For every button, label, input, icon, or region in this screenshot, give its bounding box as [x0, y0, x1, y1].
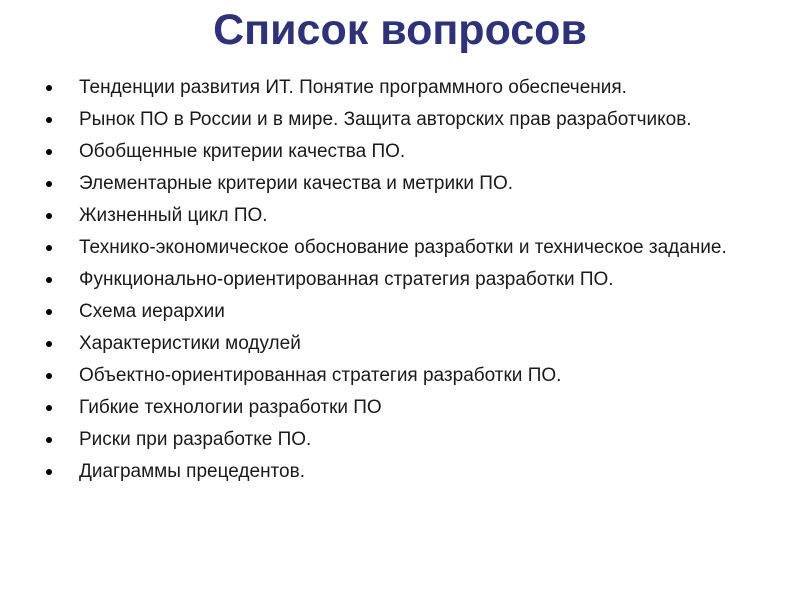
list-item [46, 362, 756, 389]
list-item-text: Схема иерархии [79, 301, 225, 322]
list-item-text: Жизненный цикл ПО. [79, 205, 268, 226]
bullet-icon [46, 437, 52, 443]
list-item-text: Диаграммы прецедентов. [79, 461, 305, 482]
list-item-text: Риски при разработке ПО. [79, 429, 312, 450]
bullet-icon [46, 85, 52, 91]
list-item [46, 426, 756, 453]
list-item-text: Технико-экономическое обоснование разработки и техническое задание. [79, 237, 727, 258]
list-item [46, 266, 756, 293]
list-item [46, 170, 756, 197]
list-item [46, 458, 756, 485]
list-item [46, 330, 756, 357]
list-item [46, 138, 756, 165]
bullet-icon [46, 117, 52, 123]
list-item [46, 298, 756, 325]
bullet-icon [46, 245, 52, 251]
bullet-icon [46, 373, 52, 379]
bullet-icon [46, 341, 52, 347]
list-item-text: Тенденции развития ИТ. Понятие программного обеспечения. [79, 77, 627, 98]
list-item-text: Рынок ПО в России и в мире. Защита авторских прав разработчиков. [79, 109, 692, 130]
list-item [46, 74, 756, 101]
slide-title: Список вопросов [213, 6, 587, 54]
bullet-icon [46, 405, 52, 411]
list-item-text: Гибкие технологии разработки ПО [79, 397, 382, 418]
bullet-icon [46, 149, 52, 155]
bullet-icon [46, 277, 52, 283]
bullet-icon [46, 213, 52, 219]
list-item-text: Функционально-ориентированная стратегия разработки ПО. [79, 269, 614, 290]
list-item [46, 106, 756, 133]
list-item-text: Характеристики модулей [79, 333, 301, 354]
bullet-icon [46, 181, 52, 187]
list-item-text: Обобщенные критерии качества ПО. [79, 141, 406, 162]
list-item-text: Объектно-ориентированная стратегия разработки ПО. [79, 365, 562, 386]
list-item-text: Элементарные критерии качества и метрики ПО. [79, 173, 514, 194]
list-item [46, 234, 756, 261]
list-item [46, 394, 756, 421]
bullet-icon [46, 309, 52, 315]
bullet-icon [46, 469, 52, 475]
list-item [46, 202, 756, 229]
question-list [46, 74, 756, 490]
